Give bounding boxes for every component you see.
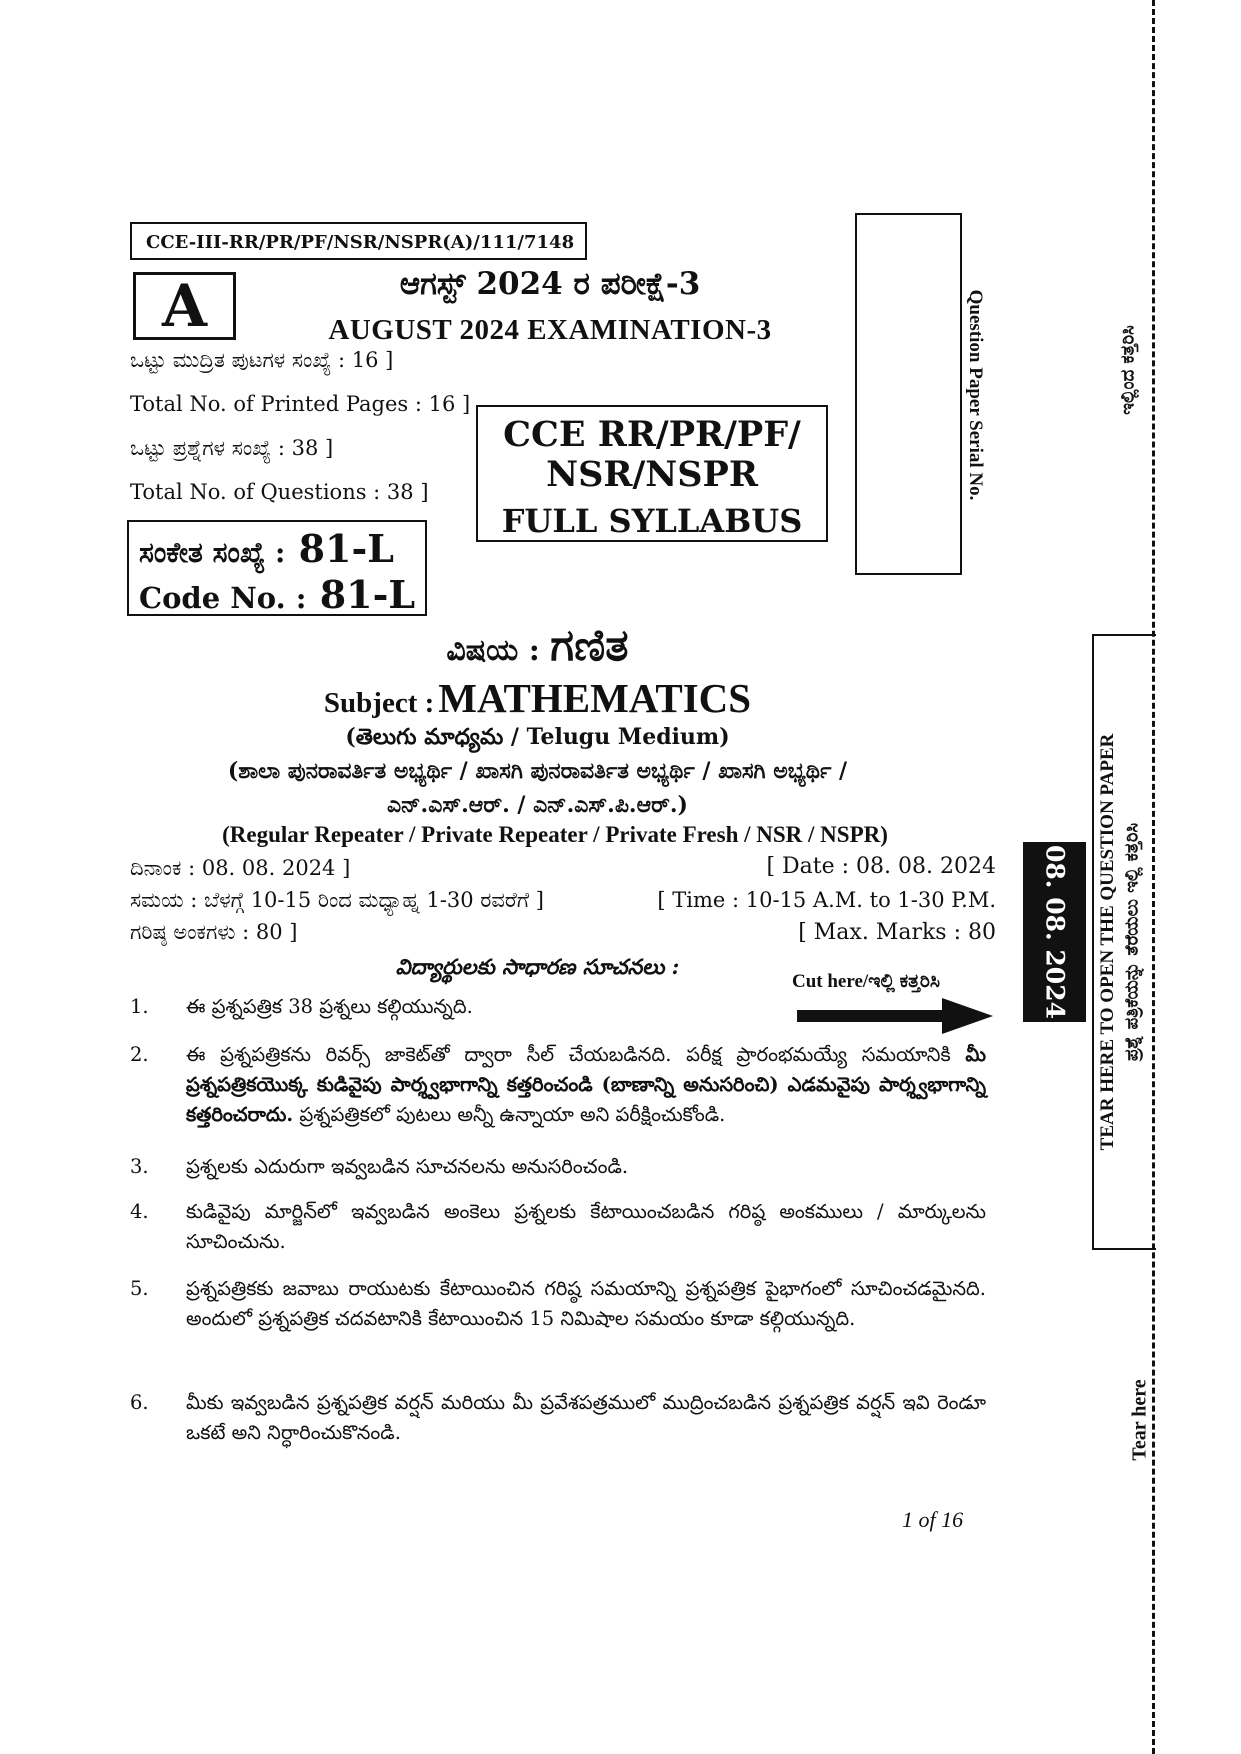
subject-label-english: Subject : xyxy=(323,687,435,719)
version-badge: A xyxy=(133,272,236,340)
candidate-types-kannada-2: ಎನ್.ಎಸ್.ಆರ್. / ಎನ್.ಎಸ್.ಪಿ.ಆರ್.) xyxy=(387,792,688,818)
date-strip-text: 08. 08. 2024 xyxy=(1040,845,1070,1019)
total-questions-kannada: ಒಟ್ಟು ಪ್ರಶ್ನೆಗಳ ಸಂಖ್ಯೆ : 38 ] xyxy=(130,436,334,460)
total-questions-english: Total No. of Questions : 38 ] xyxy=(130,480,429,504)
instruction-number: 2. xyxy=(130,1043,149,1066)
exam-title-kannada: ಆಗಸ್ಟ್ 2024 ರ ಪರೀಕ್ಷೆ-3 xyxy=(399,266,701,302)
code-label-kannada: ಸಂಕೇತ ಸಂಖ್ಯೆ : xyxy=(139,536,286,569)
instruction-text: ప్రశ్నపత్రికకు జవాబు రాయుటకు కేటాయించిన గరిష్ఠ సమయాన్ని ప్రశ్నపత్రిక పైభాగంలో సూచించడమైనది. అందులో ప్రశ్నపత్రిక చదవటానికి కేటాయించిన 15 నిమిషాల సమయం కూడా కల్గియున్నది. xyxy=(186,1277,986,1330)
instruction-number: 4. xyxy=(130,1200,149,1223)
instruction-number: 3. xyxy=(130,1155,149,1178)
code-value-kannada: 81-L xyxy=(298,526,394,571)
instruction-number: 1. xyxy=(130,995,149,1018)
subject-english xyxy=(0,674,1075,722)
paper-code: CCE-III-RR/PR/PF/NSR/NSPR(A)/111/7148 xyxy=(130,222,587,260)
max-marks-english: [ Max. Marks : 80 xyxy=(798,920,996,945)
instructions-heading: విద్యార్థులకు సాధారణ సూచనలు : xyxy=(395,954,680,979)
candidate-types-kannada-1: (ಶಾಲಾ ಪುನರಾವರ್ತಿತ ಅಭ್ಯರ್ಥಿ / ಖಾಸಗಿ ಪುನರಾವರ್ತಿತ ಅಭ್ಯರ್ಥಿ / ಖಾಸಗಿ ಅಭ್ಯರ್ಥಿ / xyxy=(227,758,848,784)
date-english: [ Date : 08. 08. 2024 xyxy=(766,854,996,879)
subject-name-kannada: ಗಣಿತ xyxy=(550,620,629,671)
total-pages-kannada: ಒಟ್ಟು ಮುದ್ರಿತ ಪುಟಗಳ ಸಂಖ್ಯೆ : 16 ] xyxy=(130,348,394,372)
tear-instruction-english: TEAR HERE TO OPEN THE QUESTION PAPER xyxy=(1097,733,1118,1151)
instruction-text: కుడివైపు మార్జిన్‌లో ఇవ్వబడిన అంకెలు ప్రశ్నలకు కేటాయించబడిన గరిష్ఠ అంకములు / మార్కులను సూచించును. xyxy=(186,1200,986,1253)
course-line-2: NSR/NSPR xyxy=(546,454,758,495)
code-number-box xyxy=(127,520,427,616)
code-value-english: 81-L xyxy=(319,572,416,617)
course-line-1: CCE RR/PR/PF/ xyxy=(503,414,801,455)
code-label-english: Code No. : xyxy=(139,581,307,615)
instruction-number: 5. xyxy=(130,1277,149,1300)
cut-here-kannada-top: ಇಲ್ಲಿಂದ ಕತ್ತರಿಸಿ xyxy=(1117,325,1139,415)
max-marks-kannada: ಗರಿಷ್ಠ ಅಂಕಗಳು : 80 ] xyxy=(130,920,298,944)
subject-name-english: MATHEMATICS xyxy=(438,675,752,721)
tear-instruction-kannada: ಪ್ರಶ್ನೆ ಪತ್ರಿಕೆಯನ್ನು ತೆರೆಯಲು ಇಲ್ಲಿ ಕತ್ತರಿಸಿ xyxy=(1121,822,1143,1062)
instruction-number: 6. xyxy=(130,1391,149,1414)
tear-here-label: Tear here xyxy=(1128,1379,1151,1461)
course-box xyxy=(476,405,828,542)
cut-here-label: Cut here/ಇಲ್ಲಿ ಕತ್ತರಿಸಿ xyxy=(792,971,940,992)
serial-number-label: Question Paper Serial No. xyxy=(965,289,986,501)
course-line-3: FULL SYLLABUS xyxy=(501,502,803,540)
serial-number-box xyxy=(855,213,962,575)
medium: (తెలుగు మాధ్యమ / Telugu Medium) xyxy=(345,724,730,750)
subject-kannada xyxy=(0,620,1075,671)
time-kannada: ಸಮಯ : ಬೆಳಗ್ಗೆ 10-15 ರಿಂದ ಮಧ್ಯಾಹ್ನ 1-30 ರವರೆಗೆ ] xyxy=(130,888,544,912)
instruction-text: మీకు ఇవ్వబడిన ప్రశ్నపత్రిక వర్షన్ మరియు మీ ప్రవేశపత్రములో ముద్రించబడిన ప్రశ్నపత్రిక వర్షన్ ఇవి రెండూ ఒకటే అని నిర్ధారించుకొనండి. xyxy=(186,1391,986,1444)
subject-label-kannada: ವಿಷಯ : xyxy=(446,633,540,668)
time-english: [ Time : 10-15 A.M. to 1-30 P.M. xyxy=(657,888,996,912)
date-kannada: ದಿನಾಂಕ : 08. 08. 2024 ] xyxy=(130,856,351,880)
instruction-text: ఈ ప్రశ్నపత్రిక 38 ప్రశ్నలు కల్గియున్నది. xyxy=(186,995,473,1018)
instruction-text: ప్రశ్నలకు ఎదురుగా ఇవ్వబడిన సూచనలను అనుసరించండి. xyxy=(186,1155,629,1178)
candidate-types-english: (Regular Repeater / Private Repeater / Private Fresh / NSR / NSPR) xyxy=(222,822,888,847)
total-pages-english: Total No. of Printed Pages : 16 ] xyxy=(130,392,471,416)
exam-title-english: AUGUST 2024 EXAMINATION-3 xyxy=(328,314,772,346)
instruction-text: ఈ ప్రశ్నపత్రికను రివర్స్ జాకెట్‌తో ద్వారా సీల్ చేయబడినది. పరీక్ష ప్రారంభమయ్యే సమయానికి మీ ప్రశ్నపత్రికయొక్క కుడివైపు పార్శ్వభాగాన్ని కత్తరించండి (బాణాన్ని అనుసరించి) ఎడమవైపు పార్శ్వభాగాన్ని కత్తరించరాదు. ప్రశ్నపత్రికలో పుటలు అన్నీ ఉన్నాయా అని పరీక్షించుకోండి. xyxy=(186,1043,987,1126)
page-number: 1 of 16 xyxy=(902,1507,964,1532)
